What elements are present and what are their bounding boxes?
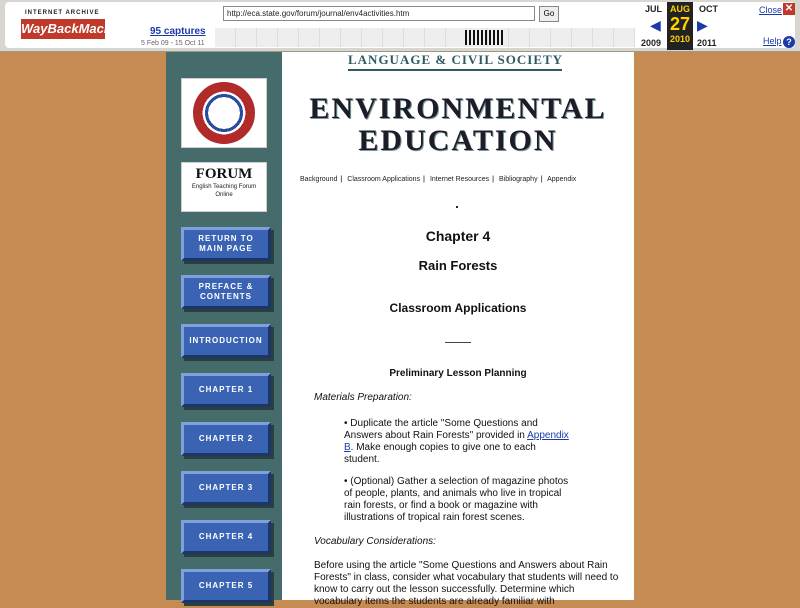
captures-link[interactable]: 95 captures	[150, 26, 206, 37]
vocabulary-heading: Vocabulary Considerations:	[314, 536, 436, 547]
subsection-title: Preliminary Lesson Planning	[389, 368, 527, 379]
nav-chapter-5[interactable]: CHAPTER 5	[181, 569, 271, 603]
bullet1-text-pre: • Duplicate the article "Some Questions and Answers about Rain Forests" provided in	[344, 418, 538, 441]
nav-introduction[interactable]: INTRODUCTION	[181, 324, 271, 358]
current-day: 27	[669, 14, 691, 34]
nav-chapter-1[interactable]: CHAPTER 1	[181, 373, 271, 407]
close-icon[interactable]: ✕	[784, 3, 794, 14]
materials-bullet-2: • (Optional) Gather a selection of magazine photos of people, plants, and animals who live in tropical rain forests, or find a book or magazine with illustrations of tropical rain forest scenes.	[344, 476, 569, 523]
vocabulary-paragraph: Before using the article "Some Questions and Answers about Rain Forests" in class, consider what vocabulary that students will need to know to carry out the lesson successfully. Determine which vocabulary items the students are already familiar with	[314, 560, 619, 607]
current-year: 2010	[669, 34, 691, 44]
help-icon[interactable]: ?	[783, 36, 795, 48]
nav-bibliography[interactable]: Bibliography	[499, 176, 538, 183]
section-title: Classroom Applications	[389, 301, 527, 315]
section-divider	[445, 342, 471, 343]
forum-subtitle-online: Online	[215, 192, 233, 198]
materials-heading: Materials Preparation:	[314, 392, 412, 403]
nav-appendix[interactable]: Appendix	[547, 176, 577, 183]
prev-month[interactable]: JUL	[645, 4, 663, 14]
nav-chapter-2[interactable]: CHAPTER 2	[181, 422, 271, 456]
wayback-panel	[5, 2, 795, 48]
prev-capture-arrow-icon[interactable]: ◀	[650, 17, 661, 33]
sparkline-bars	[465, 30, 505, 45]
forum-title: FORUM	[195, 166, 253, 182]
nav-chapter-3[interactable]: CHAPTER 3	[181, 471, 271, 505]
chapter-title: Rain Forests	[418, 258, 498, 273]
prev-year[interactable]: 2009	[641, 38, 662, 48]
site-header: LANGUAGE & CIVIL SOCIETY	[348, 52, 564, 67]
nav-internet-resources[interactable]: Internet Resources	[429, 176, 490, 183]
bullet1-text-post: . Make enough copies to give one to each student.	[344, 442, 536, 465]
nav-return-main[interactable]: RETURN TO MAIN PAGE	[181, 227, 271, 261]
close-link[interactable]: Close	[759, 5, 783, 15]
wayback-logo[interactable]	[21, 8, 131, 40]
sidebar	[166, 52, 282, 600]
materials-bullet-1	[344, 418, 574, 466]
next-capture-arrow-icon[interactable]: ▶	[697, 17, 708, 33]
nav-chapter-4[interactable]: CHAPTER 4	[181, 520, 271, 554]
chapter-number: Chapter 4	[425, 228, 491, 244]
next-year[interactable]: 2011	[697, 38, 717, 48]
nav-background[interactable]: Background	[300, 176, 338, 183]
forum-subtitle: English Teaching Forum	[191, 184, 257, 190]
page-title-line1: ENVIRONMENTAL	[309, 92, 607, 125]
section-nav: Background | Classroom Applications | Internet Resources | Bibliography | Appendix	[300, 176, 577, 183]
current-month: AUG	[670, 4, 690, 14]
separator-dot	[456, 206, 458, 208]
capture-sparkline[interactable]	[215, 28, 635, 47]
header-underline	[348, 69, 562, 71]
forum-logo[interactable]	[181, 162, 267, 212]
logo-main-text: WayBackMachine	[21, 19, 105, 39]
page-title-line2: EDUCATION	[358, 124, 558, 157]
help-link[interactable]: Help	[763, 36, 782, 46]
appendix-b-link[interactable]: Appendix B	[344, 430, 569, 453]
seal-icon	[193, 82, 255, 144]
nav-preface[interactable]: PREFACE & CONTENTS	[181, 275, 271, 309]
nav-classroom-applications[interactable]: Classroom Applications	[347, 176, 421, 183]
url-input[interactable]: http://eca.state.gov/forum/journal/env4activities.htm	[223, 6, 535, 21]
capture-range: 5 Feb 09 - 15 Oct 11	[141, 40, 205, 47]
wayback-toolbar	[0, 0, 800, 52]
go-button[interactable]: Go	[539, 6, 559, 22]
logo-top-text: INTERNET ARCHIVE	[25, 10, 100, 16]
state-dept-seal-logo[interactable]	[181, 78, 267, 148]
main-content	[282, 52, 634, 607]
next-month[interactable]: OCT	[699, 4, 718, 14]
current-capture-date	[667, 2, 693, 50]
